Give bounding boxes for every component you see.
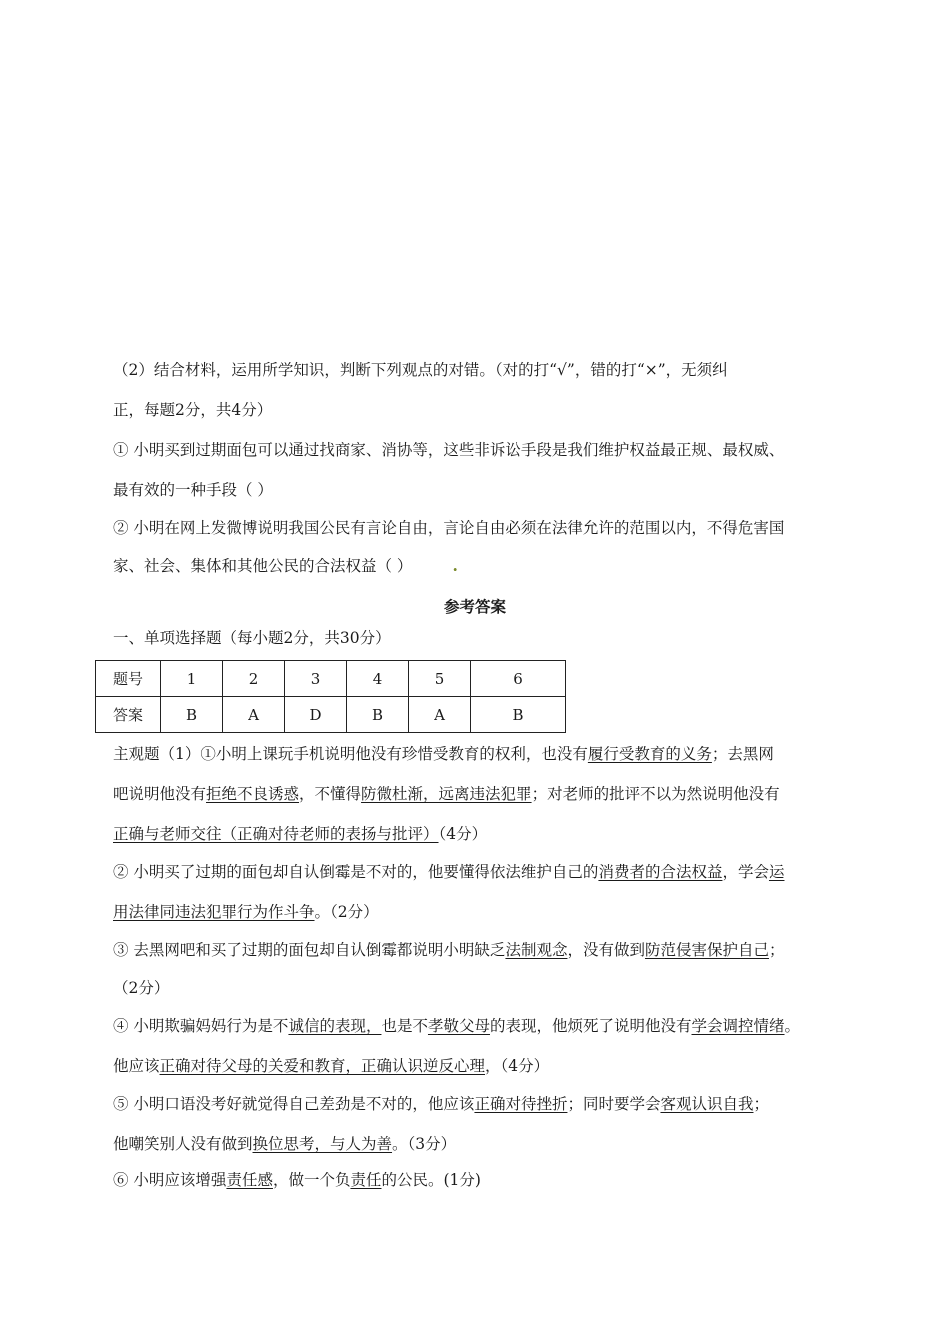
- text-span: （4分）: [438, 825, 488, 843]
- underlined-keyword: 正确对待父母的关爱和教育，正确认识逆反心理: [159, 1057, 486, 1075]
- answer-line-10: [113, 1093, 870, 1115]
- text-span: ，（4分）: [485, 1057, 550, 1075]
- underlined-keyword: 诚信的表现，: [288, 1017, 382, 1035]
- text-span: 的表现，他烦死了说明他没有: [489, 1017, 692, 1035]
- answer-line-9: [113, 1055, 870, 1077]
- table-row: [96, 661, 566, 697]
- underlined-keyword: 法制观念: [505, 941, 568, 959]
- table-cell: B: [347, 697, 409, 733]
- q2-instruction-line2: 正，每题2分，共4分）: [113, 401, 273, 419]
- q2-instruction-line1: （2）结合材料，运用所学知识，判断下列观点的对错。（对的打“√”，错的打“×”，无须纠: [113, 361, 728, 379]
- answer-line-3: [113, 823, 870, 845]
- q2-item2-line2: [113, 555, 870, 577]
- table-cell: D: [285, 697, 347, 733]
- underlined-keyword: 防微杜渐，远离违法犯罪: [361, 785, 532, 803]
- answer-line-11: [113, 1133, 870, 1155]
- text-span: ；同时要学会: [567, 1095, 661, 1113]
- table-cell: 5: [409, 661, 471, 697]
- text-span: ④ 小明欺骗妈妈行为是不: [113, 1017, 289, 1035]
- table-cell: 3: [285, 661, 347, 697]
- answer-line-1: [113, 743, 870, 765]
- underlined-keyword: 学会调控情绪: [691, 1017, 785, 1035]
- underlined-keyword: 责任: [350, 1171, 382, 1189]
- text-span: 。: [784, 1017, 801, 1035]
- table-header-cell: 答案: [96, 697, 161, 733]
- q2-item2-text: 家、社会、集体和其他公民的合法权益（ ）: [113, 557, 413, 575]
- text-span: 的公民。(1分): [381, 1171, 481, 1189]
- text-span: ② 小明买了过期的面包却自认倒霉是不对的，他要懂得依法维护自己的: [113, 863, 599, 881]
- underlined-keyword: 正确与老师交往（正确对待老师的表扬与批评）: [113, 825, 439, 843]
- text-span: ，没有做到: [567, 941, 645, 959]
- q2-item1-line1: ① 小明买到过期面包可以通过找商家、消协等，这些非诉讼手段是我们维护权益最正规、最权威、: [113, 441, 785, 459]
- text-span: 也是不: [381, 1017, 428, 1035]
- underlined-keyword: 拒绝不良诱惑: [206, 785, 300, 803]
- answer-line-2: [113, 783, 870, 805]
- underlined-keyword: 履行受教育的义务: [587, 745, 712, 763]
- answers-title: 参考答案: [443, 597, 506, 616]
- text-span: 他应该: [113, 1057, 160, 1075]
- answer-line-7: （2分）: [113, 979, 170, 997]
- table-cell: B: [471, 697, 566, 733]
- text-span: ③ 去黑网吧和买了过期的面包却自认倒霉都说明小明缺乏: [113, 941, 506, 959]
- text-span: ，学会: [722, 863, 769, 881]
- underlined-keyword: 责任感: [226, 1171, 273, 1189]
- answer-line-6: [113, 939, 870, 961]
- text-span: 。（3分）: [392, 1135, 457, 1153]
- text-span: 。（2分）: [314, 903, 379, 921]
- answer-table: [95, 660, 566, 733]
- answer-line-5: [113, 901, 870, 923]
- text-span: ；: [753, 1095, 769, 1113]
- text-span: ，不懂得: [299, 785, 362, 803]
- table-cell: B: [161, 697, 223, 733]
- text-span: 他嘲笑别人没有做到: [113, 1135, 253, 1153]
- table-cell: A: [409, 697, 471, 733]
- underlined-keyword: 孝敬父母: [427, 1017, 490, 1035]
- text-span: ⑤ 小明口语没考好就觉得自己差劲是不对的，他应该: [113, 1095, 475, 1113]
- table-cell: 2: [223, 661, 285, 697]
- table-cell: 4: [347, 661, 409, 697]
- underlined-keyword: 消费者的合法权益: [598, 863, 723, 881]
- underlined-keyword: 客观认识自我: [660, 1095, 754, 1113]
- table-cell: A: [223, 697, 285, 733]
- underlined-keyword: 运: [768, 863, 785, 881]
- underlined-keyword: 防范侵害保护自己: [644, 941, 769, 959]
- text-span: 吧说明他没有: [113, 785, 207, 803]
- section1-heading: 一、单项选择题（每小题2分，共30分）: [113, 629, 391, 647]
- q2-item2-line1: ② 小明在网上发微博说明我国公民有言论自由，言论自由必须在法律允许的范围以内，不得危害国: [113, 519, 785, 537]
- text-span: ⑥ 小明应该增强: [113, 1171, 227, 1189]
- text-span: ；对老师的批评不以为然说明他没有: [531, 785, 780, 803]
- answer-line-12: [113, 1169, 870, 1191]
- text-span: ；: [768, 941, 785, 959]
- text-span: ，做一个负: [272, 1171, 351, 1189]
- table-cell: 6: [471, 661, 566, 697]
- underlined-keyword: 正确对待挫折: [474, 1095, 568, 1113]
- table-header-cell: 题号: [96, 661, 161, 697]
- underlined-keyword: 换位思考，与人为善: [252, 1135, 393, 1153]
- text-span: ；去黑网: [711, 745, 774, 763]
- table-cell: 1: [161, 661, 223, 697]
- text-span: 主观题（1）①小明上课玩手机说明他没有珍惜受教育的权利，也没有: [113, 745, 588, 763]
- q2-item1-line2: 最有效的一种手段（ ）: [113, 481, 273, 499]
- stray-dot: .: [452, 556, 458, 575]
- underlined-keyword: 用法律同违法犯罪行为作斗争: [113, 903, 315, 921]
- answer-line-8: [113, 1015, 870, 1037]
- answer-line-4: [113, 861, 870, 883]
- table-row: [96, 697, 566, 733]
